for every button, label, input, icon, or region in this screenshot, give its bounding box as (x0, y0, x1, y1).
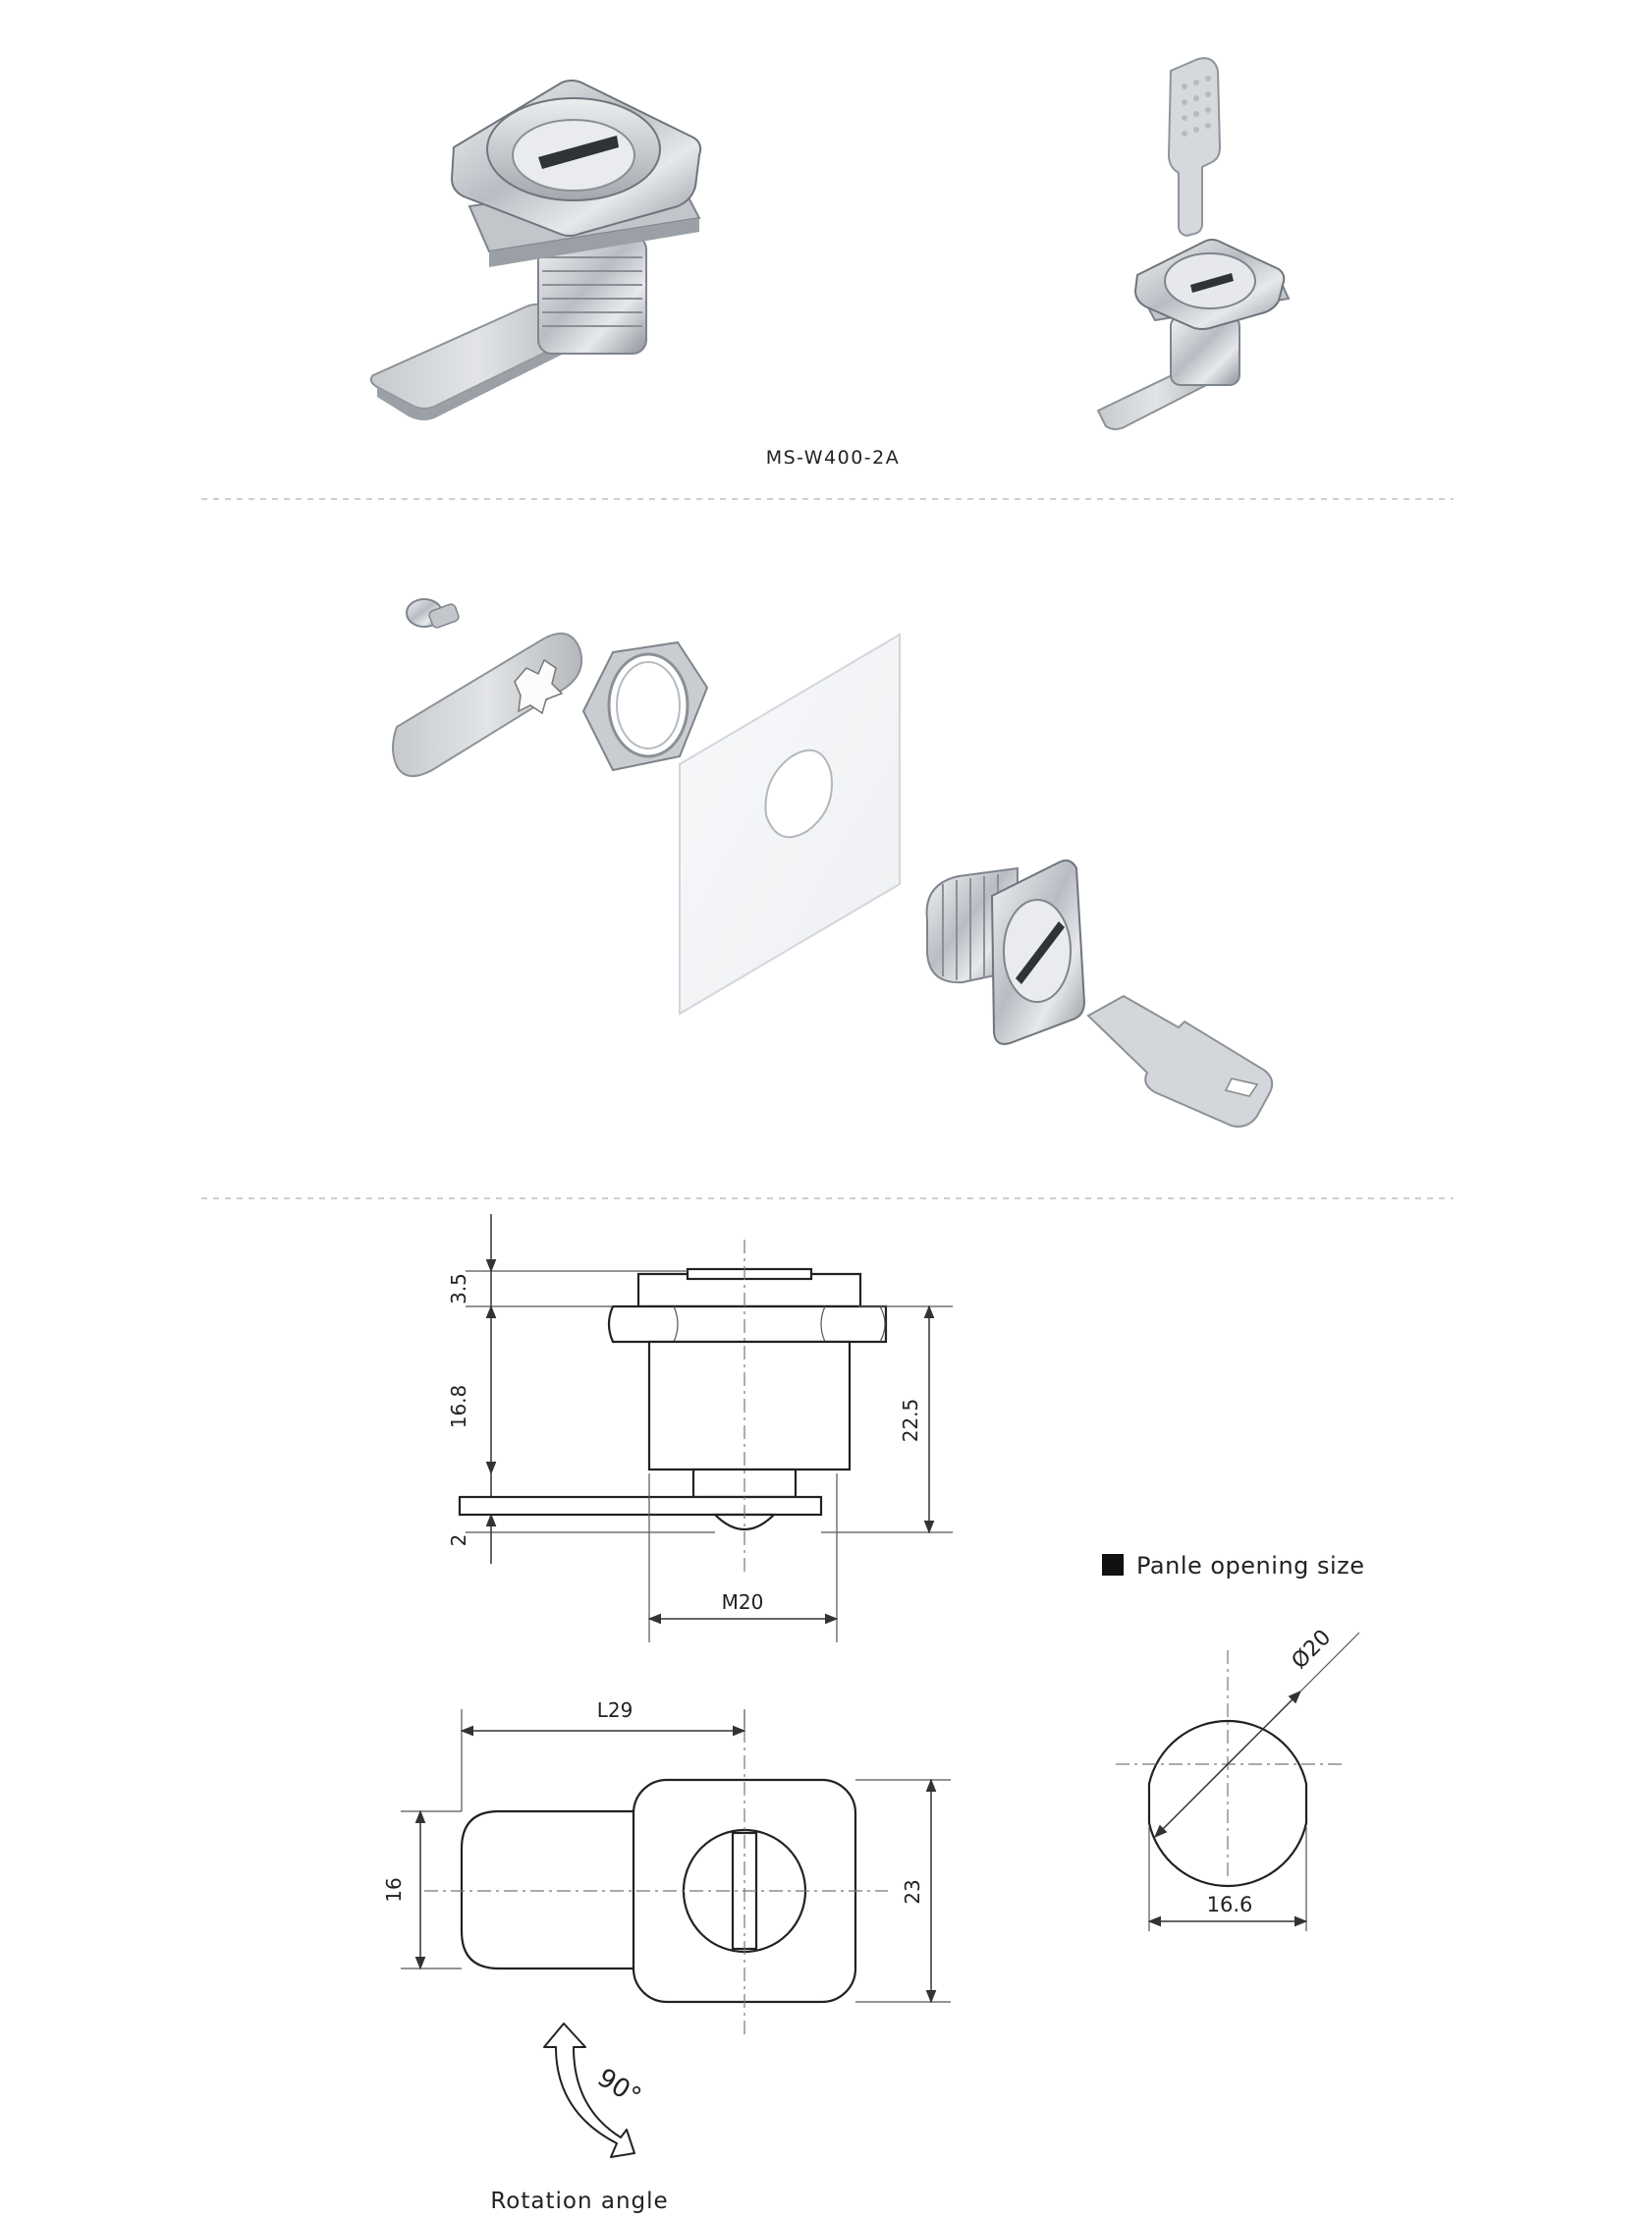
dim-thread: M20 (721, 1590, 764, 1614)
exploded-view (393, 599, 1272, 1127)
rotation-angle-value: 90° (591, 2063, 646, 2113)
panel-opening-title: Panle opening size (1136, 1552, 1365, 1580)
cam-plate-part (393, 634, 581, 776)
hex-nut-part (583, 642, 707, 770)
side-view-drawing (460, 1214, 953, 1642)
dim-opening-diameter: Ø20 (1287, 1625, 1337, 1675)
dim-body-height: 16.8 (447, 1384, 470, 1429)
dim-cam-thickness: 2 (447, 1533, 470, 1547)
dim-head-height: 3.5 (447, 1273, 470, 1304)
dim-cam-length: L29 (596, 1698, 633, 1722)
product-render-large (371, 81, 700, 420)
dim-head-size: 23 (901, 1879, 924, 1905)
panel-opening-drawing (1116, 1633, 1359, 1931)
bullet-square-icon (1102, 1554, 1124, 1576)
key-part (1088, 996, 1272, 1127)
product-render-with-key (1098, 58, 1289, 429)
screw-part (407, 599, 460, 629)
dim-opening-flat-width: 16.6 (1206, 1893, 1253, 1916)
panel-part (680, 635, 900, 1014)
model-label: MS-W400-2A (765, 447, 901, 469)
dim-total-height: 22.5 (899, 1398, 922, 1443)
dim-cam-width: 16 (382, 1877, 406, 1903)
top-view-drawing (401, 1709, 951, 2039)
rotation-label: Rotation angle (490, 2189, 669, 2214)
lock-body-part (927, 860, 1084, 1044)
